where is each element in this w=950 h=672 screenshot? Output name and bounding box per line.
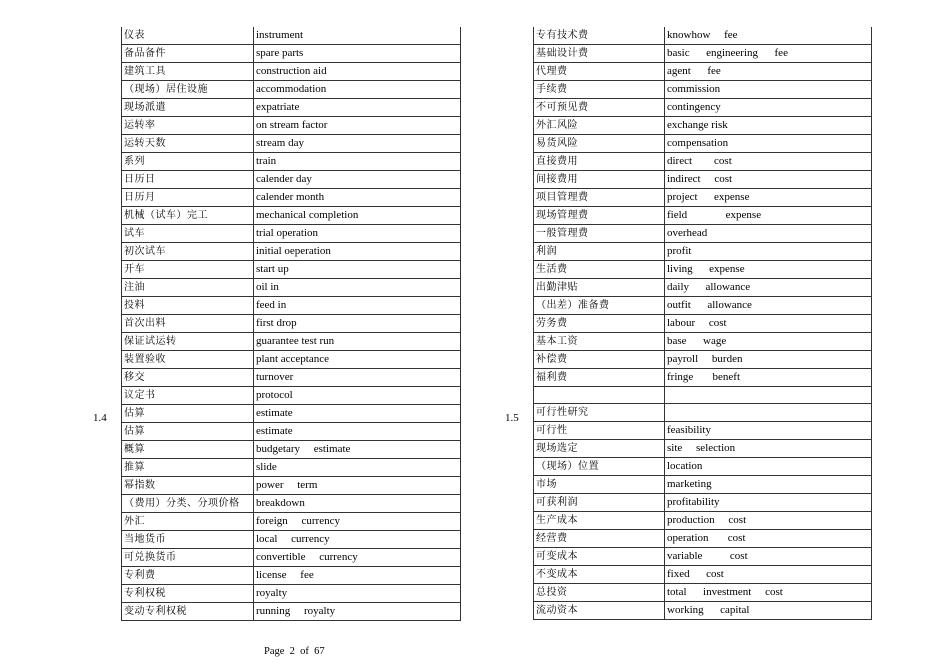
glossary-row bbox=[122, 27, 461, 45]
right-glossary-column bbox=[533, 27, 872, 620]
chinese-term: 出勤津贴 bbox=[534, 279, 665, 297]
chinese-term: （现场）居住设施 bbox=[122, 81, 254, 99]
chinese-term: 直接费用 bbox=[534, 153, 665, 171]
english-term: budgetary estimate bbox=[254, 441, 461, 459]
glossary-row bbox=[534, 333, 872, 351]
english-term: field expense bbox=[665, 207, 872, 225]
glossary-row bbox=[534, 189, 872, 207]
english-term: instrument bbox=[254, 27, 461, 45]
glossary-row bbox=[534, 135, 872, 153]
glossary-row bbox=[534, 63, 872, 81]
glossary-row bbox=[534, 387, 872, 404]
glossary-row bbox=[122, 351, 461, 369]
english-term: feed in bbox=[254, 297, 461, 315]
english-term: feasibility bbox=[665, 422, 872, 440]
chinese-term: （现场）位置 bbox=[534, 458, 665, 476]
glossary-row bbox=[122, 405, 461, 423]
glossary-row bbox=[122, 369, 461, 387]
glossary-row bbox=[122, 135, 461, 153]
english-term bbox=[665, 387, 872, 404]
english-term: fringe beneft bbox=[665, 369, 872, 387]
glossary-row bbox=[122, 81, 461, 99]
glossary-row bbox=[534, 171, 872, 189]
chinese-term: 项目管理费 bbox=[534, 189, 665, 207]
english-term: variable cost bbox=[665, 548, 872, 566]
glossary-row bbox=[534, 530, 872, 548]
chinese-term: 间接费用 bbox=[534, 171, 665, 189]
chinese-term: 专利费 bbox=[122, 567, 254, 585]
english-term: trial operation bbox=[254, 225, 461, 243]
glossary-row bbox=[122, 459, 461, 477]
chinese-term: 经营费 bbox=[534, 530, 665, 548]
chinese-term: 利润 bbox=[534, 243, 665, 261]
english-term: profitability bbox=[665, 494, 872, 512]
chinese-term: 注油 bbox=[122, 279, 254, 297]
chinese-term: 机械（试车）完工 bbox=[122, 207, 254, 225]
glossary-row bbox=[122, 387, 461, 405]
left-glossary-column bbox=[121, 27, 461, 621]
glossary-row bbox=[534, 512, 872, 530]
chinese-term: （费用）分类、分项价格 bbox=[122, 495, 254, 513]
english-term: construction aid bbox=[254, 63, 461, 81]
chinese-term: 变动专利权税 bbox=[122, 603, 254, 621]
english-term: mechanical completion bbox=[254, 207, 461, 225]
chinese-term: 日历月 bbox=[122, 189, 254, 207]
english-term: stream day bbox=[254, 135, 461, 153]
glossary-row bbox=[534, 117, 872, 135]
english-term: start up bbox=[254, 261, 461, 279]
glossary-row bbox=[122, 315, 461, 333]
glossary-row bbox=[534, 207, 872, 225]
glossary-row bbox=[122, 261, 461, 279]
english-term: foreign currency bbox=[254, 513, 461, 531]
chinese-term: 日历日 bbox=[122, 171, 254, 189]
english-term: exchange risk bbox=[665, 117, 872, 135]
glossary-row bbox=[122, 567, 461, 585]
chinese-term: 市场 bbox=[534, 476, 665, 494]
chinese-term: 可获利润 bbox=[534, 494, 665, 512]
chinese-term: 系列 bbox=[122, 153, 254, 171]
glossary-row bbox=[534, 602, 872, 620]
chinese-term: 试车 bbox=[122, 225, 254, 243]
english-term: daily allowance bbox=[665, 279, 872, 297]
english-term: oil in bbox=[254, 279, 461, 297]
english-term: payroll burden bbox=[665, 351, 872, 369]
chinese-term: 推算 bbox=[122, 459, 254, 477]
page-footer bbox=[264, 646, 325, 657]
chinese-term: 专利权税 bbox=[122, 585, 254, 603]
english-term: slide bbox=[254, 459, 461, 477]
glossary-row bbox=[534, 153, 872, 171]
english-term: location bbox=[665, 458, 872, 476]
english-term: protocol bbox=[254, 387, 461, 405]
chinese-term: 手续费 bbox=[534, 81, 665, 99]
glossary-row bbox=[122, 45, 461, 63]
english-term: labour cost bbox=[665, 315, 872, 333]
chinese-term: 流动资本 bbox=[534, 602, 665, 620]
chinese-term: 一般管理费 bbox=[534, 225, 665, 243]
glossary-row bbox=[122, 279, 461, 297]
left-glossary-table bbox=[121, 27, 461, 621]
glossary-row bbox=[534, 81, 872, 99]
english-term: estimate bbox=[254, 405, 461, 423]
chinese-term: 运转天数 bbox=[122, 135, 254, 153]
english-term: indirect cost bbox=[665, 171, 872, 189]
english-term: initial oeperation bbox=[254, 243, 461, 261]
english-term: outfit allowance bbox=[665, 297, 872, 315]
chinese-term: 代理费 bbox=[534, 63, 665, 81]
english-term: guarantee test run bbox=[254, 333, 461, 351]
glossary-row bbox=[534, 279, 872, 297]
glossary-row bbox=[122, 549, 461, 567]
glossary-row bbox=[534, 458, 872, 476]
english-term: operation cost bbox=[665, 530, 872, 548]
of-label: of bbox=[300, 646, 309, 657]
chinese-term: 生活费 bbox=[534, 261, 665, 279]
chinese-term: 幂指数 bbox=[122, 477, 254, 495]
chinese-term: 不可预见费 bbox=[534, 99, 665, 117]
chinese-term: 保证试运转 bbox=[122, 333, 254, 351]
chinese-term: 建筑工具 bbox=[122, 63, 254, 81]
glossary-row bbox=[534, 243, 872, 261]
english-term: production cost bbox=[665, 512, 872, 530]
glossary-row bbox=[122, 225, 461, 243]
glossary-row bbox=[534, 369, 872, 387]
chinese-term: 移交 bbox=[122, 369, 254, 387]
chinese-term: 易货风险 bbox=[534, 135, 665, 153]
glossary-row bbox=[534, 315, 872, 333]
glossary-row bbox=[122, 189, 461, 207]
glossary-row bbox=[122, 117, 461, 135]
glossary-row bbox=[122, 99, 461, 117]
english-term: train bbox=[254, 153, 461, 171]
english-term: base wage bbox=[665, 333, 872, 351]
glossary-row bbox=[122, 441, 461, 459]
glossary-row bbox=[534, 297, 872, 315]
chinese-term: 当地货币 bbox=[122, 531, 254, 549]
chinese-term: 外汇 bbox=[122, 513, 254, 531]
english-term: local currency bbox=[254, 531, 461, 549]
glossary-row bbox=[534, 548, 872, 566]
chinese-term: 投料 bbox=[122, 297, 254, 315]
english-term: agent fee bbox=[665, 63, 872, 81]
glossary-row bbox=[534, 261, 872, 279]
chinese-term: 可行性 bbox=[534, 422, 665, 440]
english-term: fixed cost bbox=[665, 566, 872, 584]
glossary-row bbox=[534, 422, 872, 440]
english-term: basic engineering fee bbox=[665, 45, 872, 63]
chinese-term: 总投资 bbox=[534, 584, 665, 602]
chinese-term: 现场派遣 bbox=[122, 99, 254, 117]
chinese-term: （出差）准备费 bbox=[534, 297, 665, 315]
english-term: contingency bbox=[665, 99, 872, 117]
english-term: site selection bbox=[665, 440, 872, 458]
chinese-term: 议定书 bbox=[122, 387, 254, 405]
chinese-term: 估算 bbox=[122, 423, 254, 441]
chinese-term: 可兑换货币 bbox=[122, 549, 254, 567]
english-term: plant acceptance bbox=[254, 351, 461, 369]
chinese-term: 补偿费 bbox=[534, 351, 665, 369]
english-term: compensation bbox=[665, 135, 872, 153]
chinese-term bbox=[534, 387, 665, 404]
english-term: calender month bbox=[254, 189, 461, 207]
glossary-row bbox=[534, 584, 872, 602]
english-term: license fee bbox=[254, 567, 461, 585]
english-term: total investment cost bbox=[665, 584, 872, 602]
english-term: accommodation bbox=[254, 81, 461, 99]
chinese-term: 专有技术费 bbox=[534, 27, 665, 45]
chinese-term: 基础设计费 bbox=[534, 45, 665, 63]
glossary-row bbox=[122, 171, 461, 189]
chinese-term: 备品备件 bbox=[122, 45, 254, 63]
english-term: calender day bbox=[254, 171, 461, 189]
glossary-row bbox=[534, 225, 872, 243]
glossary-row bbox=[122, 531, 461, 549]
chinese-term: 基本工资 bbox=[534, 333, 665, 351]
glossary-row bbox=[534, 351, 872, 369]
glossary-row bbox=[534, 440, 872, 458]
glossary-row bbox=[122, 333, 461, 351]
english-term: expatriate bbox=[254, 99, 461, 117]
english-term: commission bbox=[665, 81, 872, 99]
glossary-row bbox=[122, 207, 461, 225]
chinese-term: 现场选定 bbox=[534, 440, 665, 458]
glossary-row bbox=[122, 477, 461, 495]
glossary-row bbox=[534, 27, 872, 45]
english-term: running royalty bbox=[254, 603, 461, 621]
glossary-row bbox=[534, 494, 872, 512]
glossary-row bbox=[122, 423, 461, 441]
english-term: profit bbox=[665, 243, 872, 261]
chinese-term: 福利费 bbox=[534, 369, 665, 387]
section-number-1-4: 1.4 bbox=[93, 412, 107, 424]
english-term: estimate bbox=[254, 423, 461, 441]
glossary-row bbox=[534, 566, 872, 584]
total-pages: 67 bbox=[314, 646, 325, 657]
english-term: convertible currency bbox=[254, 549, 461, 567]
glossary-row bbox=[534, 99, 872, 117]
english-term bbox=[665, 404, 872, 422]
english-term: project expense bbox=[665, 189, 872, 207]
english-term: spare parts bbox=[254, 45, 461, 63]
glossary-row bbox=[122, 495, 461, 513]
chinese-term: 外汇风险 bbox=[534, 117, 665, 135]
english-term: overhead bbox=[665, 225, 872, 243]
english-term: living expense bbox=[665, 261, 872, 279]
english-term: on stream factor bbox=[254, 117, 461, 135]
chinese-term: 开车 bbox=[122, 261, 254, 279]
chinese-term: 劳务费 bbox=[534, 315, 665, 333]
chinese-term: 可变成本 bbox=[534, 548, 665, 566]
chinese-term: 可行性研究 bbox=[534, 404, 665, 422]
chinese-term: 概算 bbox=[122, 441, 254, 459]
english-term: direct cost bbox=[665, 153, 872, 171]
glossary-row bbox=[122, 243, 461, 261]
chinese-term: 初次试车 bbox=[122, 243, 254, 261]
glossary-row bbox=[122, 585, 461, 603]
chinese-term: 不变成本 bbox=[534, 566, 665, 584]
glossary-row bbox=[534, 476, 872, 494]
page-label: Page bbox=[264, 646, 285, 657]
english-term: first drop bbox=[254, 315, 461, 333]
glossary-row bbox=[122, 63, 461, 81]
glossary-row bbox=[122, 153, 461, 171]
chinese-term: 仪表 bbox=[122, 27, 254, 45]
chinese-term: 装置验收 bbox=[122, 351, 254, 369]
chinese-term: 估算 bbox=[122, 405, 254, 423]
page-number: 2 bbox=[289, 646, 295, 657]
glossary-row bbox=[534, 45, 872, 63]
glossary-row bbox=[122, 513, 461, 531]
glossary-row bbox=[122, 603, 461, 621]
english-term: knowhow fee bbox=[665, 27, 872, 45]
english-term: royalty bbox=[254, 585, 461, 603]
chinese-term: 运转率 bbox=[122, 117, 254, 135]
glossary-row bbox=[122, 297, 461, 315]
chinese-term: 生产成本 bbox=[534, 512, 665, 530]
english-term: power term bbox=[254, 477, 461, 495]
right-glossary-table bbox=[533, 27, 872, 620]
section-number-1-5: 1.5 bbox=[505, 412, 519, 424]
glossary-row bbox=[534, 404, 872, 422]
english-term: working capital bbox=[665, 602, 872, 620]
english-term: turnover bbox=[254, 369, 461, 387]
english-term: marketing bbox=[665, 476, 872, 494]
chinese-term: 首次出料 bbox=[122, 315, 254, 333]
english-term: breakdown bbox=[254, 495, 461, 513]
chinese-term: 现场管理费 bbox=[534, 207, 665, 225]
